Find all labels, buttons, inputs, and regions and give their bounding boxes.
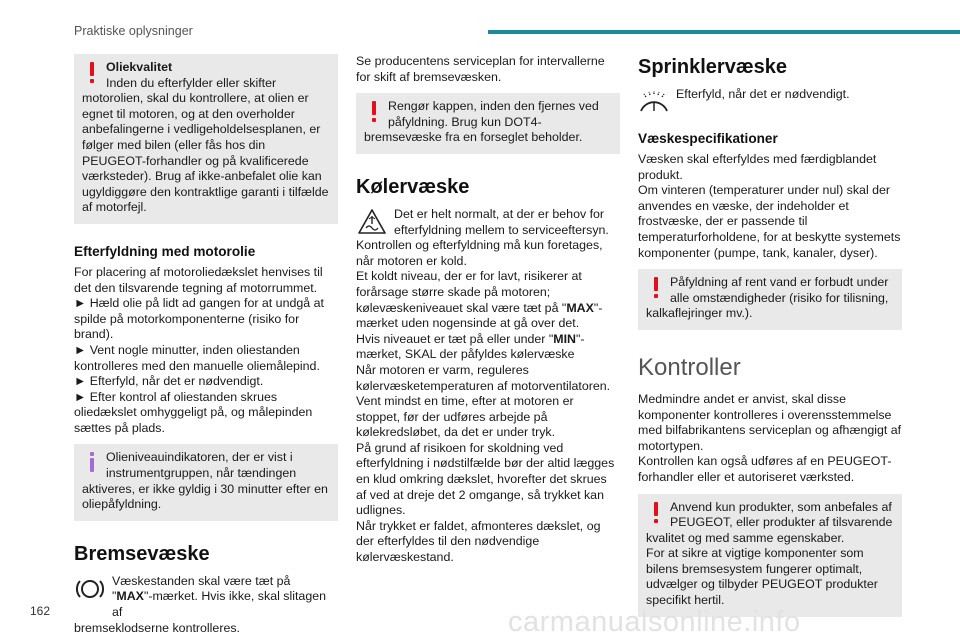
oil-topup-heading: Efterfyldning med motorolie xyxy=(74,243,256,259)
oil-topup-text-1: For placering af motoroliedækslet henvises til det den tilsvarende tegning af motorrummet. xyxy=(74,264,323,295)
washer-fluid-icon xyxy=(638,87,670,117)
spec-text-1: Væsken skal efterfyldes med færdigblandet produkt. xyxy=(638,152,877,182)
oil-level-info-box xyxy=(74,444,338,520)
washer-fluid-heading: Sprinklervæske xyxy=(638,56,787,78)
checks-text-2: Kontrollen kan også udføres af en PEUGEOT-forhandler eller et autoriseret værksted. xyxy=(638,454,892,484)
washer-fluid-row xyxy=(638,87,902,117)
checks-text-1: Medmindre andet er anvist, skal disse komponenter kontrolleres i overensstemmelse med bilfabrikantens serviceplan og afhængigt af motortypen. xyxy=(638,391,902,453)
brake-fluid-icon xyxy=(74,574,106,604)
genuine-first-line: Anvend kun produkter, som anbefales af xyxy=(670,499,892,514)
section-title: Praktiske oplysninger xyxy=(74,24,193,38)
coolant-text-3: Hvis niveauet er tæt på eller under "MIN"-mærket, SKAL der påfyldes kølervæske xyxy=(356,331,585,362)
coolant-text-6: Når motoren er varm, reguleres kølervæsketemperaturen af motorventilatoren. Vent mindst en time, efter at motoren er stoppet, før der udføres arbejde på kølekredsløbet, da det er under tryk. xyxy=(356,362,611,440)
warning-mark-icon xyxy=(650,501,662,525)
oil-quality-title: Oliekvalitet xyxy=(106,60,173,74)
genuine-parts-warning-box xyxy=(638,494,902,617)
water-second-line: alle omstændigheder (risiko for tilisning, xyxy=(670,290,889,305)
warning-mark-icon xyxy=(650,276,662,300)
brake-fluid-text-c: bremseklodserne kontrolleres. xyxy=(74,620,240,635)
coolant-warning-icon xyxy=(356,207,388,237)
info-body: aktiveres, er ikke gyldig i 30 minutter efter en oliepåfyldning. xyxy=(82,481,328,512)
page-number: 162 xyxy=(30,604,51,618)
watermark: carmanualsonline.info xyxy=(508,606,801,638)
washer-fluid-icon-text: Efterfyld, når det er nødvendigt. xyxy=(676,87,850,101)
oil-topup-text-3: ► Vent nogle minutter, inden oliestanden kontrolleres med den manuelle oliemålepind. xyxy=(74,342,320,373)
coolant-text-2: Et koldt niveau, der er for lavt, risikerer at forårsage større skade på motoren; kølevæskeniveauet skal være tæt på "MAX"-mærket uden nogensinde at gå over det. xyxy=(356,269,603,331)
header-accent-bar xyxy=(488,30,960,34)
coolant-heading: Kølervæske xyxy=(356,175,470,198)
column-3 xyxy=(638,54,902,629)
info-second-line: instrumentgruppen, når tændingen xyxy=(106,466,297,481)
brake-fluid-text-b: "MAX"-mærket. Hvis ikke, skal slitagen af xyxy=(112,589,326,620)
oil-quality-body: motorolien, skal du kontrollere, at olien er egnet til motoren, og at den overholder anbefalingerne i vedligeholdelsesplanen, er følger med bilen (eller fås hos din PEUGEOT-forhandler og på kvalificerede værksteder). Brug af ikke-anbefalet olie kan ugyldiggøre den kontraktlige garanti i tilfælde af motorfejl. xyxy=(82,91,329,215)
oil-topup-text-2: ► Hæld olie på lidt ad gangen for at undgå at spilde på motorkomponenterne (risiko for brand). xyxy=(74,296,324,342)
oil-quality-first-line: Inden du efterfylder eller skifter xyxy=(106,75,277,90)
coolant-text-7: På grund af risikoen for skoldning ved efterfyldning i nødstilfælde bør der altid lægges en klud omkring dækslet, hvorefter det skrues af ved at dreje det 2 omgange, så trykket kan udlignes. xyxy=(356,440,615,518)
info-first-line: Olieniveauindikatoren, der er vist i xyxy=(106,450,293,465)
coolant-text-8: Når trykket er faldet, afmonteres dækslet, og der efterfyldes til den nødvendige kølervæskestand. xyxy=(356,518,601,565)
water-warning-box xyxy=(638,269,902,330)
spec-text-2: Om vinteren (temperaturer under nul) skal der anvendes en væske, der indeholder et frostvæske, der er passende til temperaturforholdene, for at beskytte systemets komponenter (pumpe, tank, kanaler, dyser). xyxy=(638,183,901,260)
water-body: kalkaflejringer mv.). xyxy=(646,306,753,321)
clean-second-line: påfyldning. Brug kun DOT4- xyxy=(388,114,542,129)
brake-fluid-heading: Bremsevæske xyxy=(74,542,210,565)
clean-first-line: Rengør kappen, inden den fjernes ved xyxy=(388,99,599,114)
checks-heading: Kontroller xyxy=(638,353,741,381)
brake-service-text: Se producentens serviceplan for intervallerne for skift af bremsevæsken. xyxy=(356,54,605,84)
brake-fluid-row xyxy=(74,574,338,621)
coolant-row xyxy=(356,207,620,238)
genuine-body-1: kvalitet og med samme egenskaber. xyxy=(646,530,845,545)
coolant-icon-line-1: Det er helt normalt, at der er behov for xyxy=(394,206,605,221)
coolant-text-1: Kontrollen og efterfyldning må kun foretages, når motoren er kold. xyxy=(356,238,603,268)
warning-mark-icon xyxy=(86,61,98,85)
genuine-second-line: PEUGEOT, eller produkter af tilsvarende xyxy=(670,515,893,530)
oil-topup-text-4: ► Efterfyld, når det er nødvendigt. xyxy=(74,374,264,389)
info-mark-icon xyxy=(86,451,98,475)
brake-fluid-text-a: Væskestanden skal være tæt på xyxy=(112,573,291,588)
oil-quality-warning-box xyxy=(74,54,338,224)
coolant-icon-line-2: efterfyldning mellem to serviceeftersyn. xyxy=(394,222,609,237)
warning-mark-icon xyxy=(368,100,380,124)
water-first-line: Påfyldning af rent vand er forbudt under xyxy=(670,275,889,290)
clean-body: bremsevæske fra en forseglet beholder. xyxy=(364,130,583,145)
column-2 xyxy=(356,54,620,566)
genuine-body-2: For at sikre at vigtige komponenter som bilens bremsesystem fungerer optimalt, udvælger og tilbyder PEUGEOT produkter specifikt hertil. xyxy=(646,546,878,608)
column-1 xyxy=(74,54,338,636)
oil-topup-text-5: ► Efter kontrol af oliestanden skrues oliedækslet omhyggeligt på, og målepinden sættes på plads. xyxy=(74,389,313,435)
fluid-spec-heading: Væskespecifikationer xyxy=(638,131,778,146)
brake-clean-warning-box xyxy=(356,93,620,154)
